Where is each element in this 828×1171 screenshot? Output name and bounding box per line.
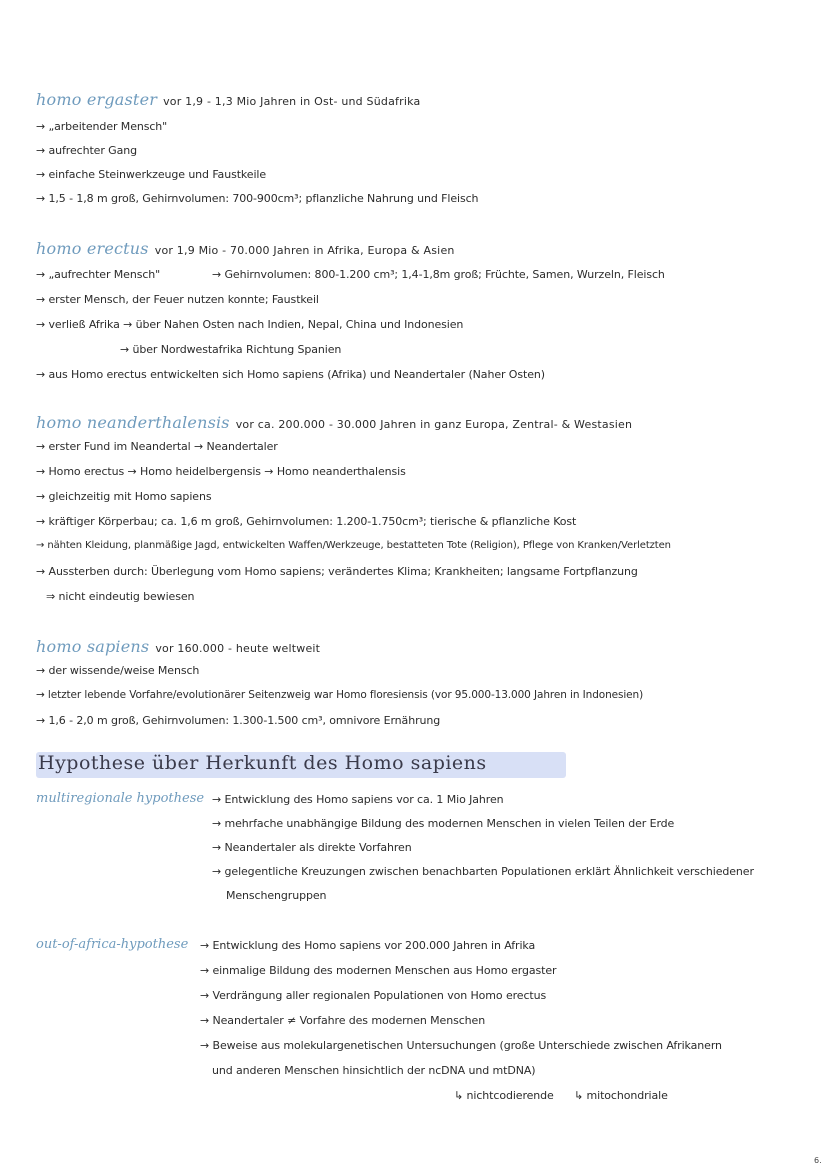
erectus-intro: vor 1,9 Mio - 70.000 Jahren in Afrika, Europa & Asien [154, 244, 455, 257]
multiregional-line-5: Menschengruppen [226, 889, 327, 902]
ergaster-line-4: → 1,5 - 1,8 m groß, Gehirnvolumen: 700-900cm³; pflanzliche Nahrung und Fleisch [36, 192, 479, 205]
sapiens-intro: vor 160.000 - heute weltweit [155, 642, 321, 655]
erectus-line-1-right: → Gehirnvolumen: 800-1.200 cm³; 1,4-1,8m groß; Früchte, Samen, Wurzeln, Fleisch [212, 268, 665, 281]
ergaster-intro: vor 1,9 - 1,3 Mio Jahren in Ost- und Südafrika [163, 95, 421, 108]
erectus-line-4: → über Nordwestafrika Richtung Spanien [120, 343, 342, 356]
sapiens-line-2: → letzter lebende Vorfahre/evolutionärer Seitenzweig war Homo floresiensis (vor 95.000-13.000 Jahren in Indonesien) [36, 689, 644, 701]
neanderthalensis-line-4: → kräftiger Körperbau; ca. 1,6 m groß, Gehirnvolumen: 1.200-1.750cm³; tierische & pflanzliche Kost [36, 515, 577, 528]
erectus-line-5: → aus Homo erectus entwickelten sich Homo sapiens (Afrika) und Neandertaler (Naher Osten) [36, 368, 545, 381]
out-of-africa-label: out-of-africa-hypothese [36, 937, 189, 952]
neanderthalensis-line-5: → nähten Kleidung, planmäßige Jagd, entwickelten Waffen/Werkzeuge, bestatteten Tote (Religion), Pflege von Kranken/Verletzten [36, 540, 671, 551]
section-title-ergaster: homo ergaster vor 1,9 - 1,3 Mio Jahren in Ost- und Südafrika [36, 90, 421, 109]
section-title-neanderthalensis: homo neanderthalensis vor ca. 200.000 - 30.000 Jahren in ganz Europa, Zentral- & Westasien [36, 413, 633, 432]
out-of-africa-line-6: und anderen Menschen hinsichtlich der ncDNA und mtDNA) [212, 1064, 536, 1077]
neanderthalensis-line-1: → erster Fund im Neandertal → Neandertaler [36, 440, 278, 453]
multiregional-line-4: → gelegentliche Kreuzungen zwischen benachbarten Populationen erklärt Ähnlichkeit verschiedener [212, 865, 754, 878]
hypothesis-banner-title: Hypothese über Herkunft des Homo sapiens [38, 752, 487, 774]
out-of-africa-line-2: → einmalige Bildung des modernen Menschen aus Homo ergaster [200, 964, 557, 977]
section-title-erectus: homo erectus vor 1,9 Mio - 70.000 Jahren in Afrika, Europa & Asien [36, 239, 455, 258]
neanderthalensis-line-2: → Homo erectus → Homo heidelbergensis → Homo neanderthalensis [36, 465, 406, 478]
out-of-africa-note-mtdna: ↳ mitochondriale [574, 1089, 668, 1102]
out-of-africa-note-ncdna: ↳ nichtcodierende [454, 1089, 554, 1102]
out-of-africa-line-4: → Neandertaler ≠ Vorfahre des modernen Menschen [200, 1014, 486, 1027]
erectus-line-3: → verließ Afrika → über Nahen Osten nach Indien, Nepal, China und Indonesien [36, 318, 464, 331]
neanderthalensis-line-3: → gleichzeitig mit Homo sapiens [36, 490, 212, 503]
neanderthalensis-line-7: ⇒ nicht eindeutig bewiesen [46, 590, 195, 603]
out-of-africa-line-5: → Beweise aus molekulargenetischen Untersuchungen (große Unterschiede zwischen Afrikanern [200, 1039, 722, 1052]
multiregional-label: multiregionale hypothese [36, 791, 205, 806]
section-title-sapiens: homo sapiens vor 160.000 - heute weltweit [36, 637, 321, 656]
ergaster-line-2: → aufrechter Gang [36, 144, 137, 157]
multiregional-line-1: → Entwicklung des Homo sapiens vor ca. 1 Mio Jahren [212, 793, 504, 806]
out-of-africa-line-1: → Entwicklung des Homo sapiens vor 200.000 Jahren in Afrika [200, 939, 536, 952]
erectus-line-2: → erster Mensch, der Feuer nutzen konnte; Faustkeil [36, 293, 319, 306]
sapiens-line-3: → 1,6 - 2,0 m groß, Gehirnvolumen: 1.300-1.500 cm³, omnivore Ernährung [36, 714, 441, 727]
multiregional-line-2: → mehrfache unabhängige Bildung des modernen Menschen in vielen Teilen der Erde [212, 817, 675, 830]
multiregional-line-3: → Neandertaler als direkte Vorfahren [212, 841, 412, 854]
ergaster-line-3: → einfache Steinwerkzeuge und Faustkeile [36, 168, 267, 181]
page-number: 6. [814, 1156, 822, 1165]
ergaster-line-1: → „arbeitender Mensch" [36, 120, 168, 133]
out-of-africa-line-3: → Verdrängung aller regionalen Populationen von Homo erectus [200, 989, 547, 1002]
sapiens-line-1: → der wissende/weise Mensch [36, 664, 200, 677]
erectus-line-1-left: → „aufrechter Mensch" [36, 268, 161, 281]
neanderthalensis-intro: vor ca. 200.000 - 30.000 Jahren in ganz Europa, Zentral- & Westasien [235, 418, 633, 431]
neanderthalensis-line-6: → Aussterben durch: Überlegung vom Homo sapiens; verändertes Klima; Krankheiten; langsame Fortpflanzung [36, 565, 638, 578]
